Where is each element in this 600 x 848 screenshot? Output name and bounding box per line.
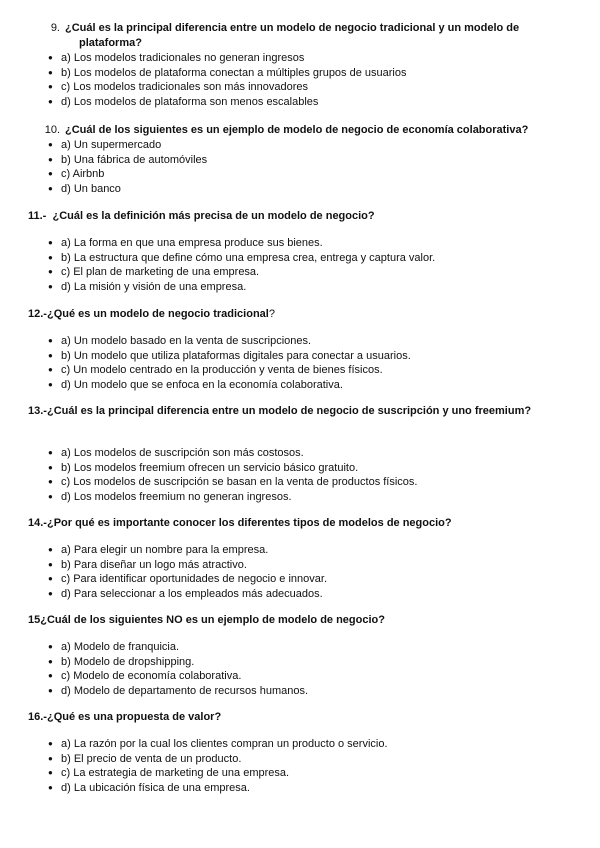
option-item: ● b) Los modelos freemium ofrecen un servicio básico gratuito. (48, 461, 359, 474)
question-14 (28, 516, 588, 601)
option-item: ● c) Modelo de economía colaborativa. (48, 670, 242, 683)
option-item: ● b) Una fábrica de automóviles (48, 153, 208, 166)
question-text: ¿Cuál es la definición más precisa de un modelo de negocio? (52, 210, 375, 222)
bullet-icon: ● (48, 448, 53, 457)
question-title (28, 21, 588, 51)
question-text: ¿Cuál es la principal diferencia entre un modelo de negocio de suscripción y uno freemium? (46, 405, 532, 417)
question-11 (28, 209, 588, 294)
option-item: ● b) El precio de venta de un producto. (48, 752, 242, 765)
bullet-icon: ● (48, 267, 53, 277)
bullet-icon: ● (48, 281, 53, 291)
option-item: ● d) Un banco (48, 182, 121, 195)
bullet-icon: ● (48, 491, 53, 501)
options-list (28, 543, 588, 601)
options-list (28, 446, 588, 504)
options-list (28, 51, 588, 109)
question-text: ¿Por qué es importante conocer los diferentes tipos de modelos de negocio? (46, 517, 452, 529)
bullet-icon: ● (48, 336, 53, 345)
question-text: ¿Cuál de los siguientes NO es un ejemplo de modelo de negocio? (40, 614, 385, 626)
option-item: ● b) La estructura que define cómo una empresa crea, entrega y captura valor. (48, 251, 436, 264)
options-list (28, 138, 588, 196)
option-item: ● c) Para identificar oportunidades de negocio e innovar. (48, 573, 328, 586)
option-item: ● a) La razón por la cual los clientes compran un producto o servicio. (48, 738, 388, 750)
bullet-icon: ● (48, 379, 53, 389)
question-number: 15 (28, 614, 41, 626)
bullet-icon: ● (48, 154, 53, 164)
option-item: ● d) La misión y visión de una empresa. (48, 280, 247, 293)
option-item: ● d) Para seleccionar a los empleados más adecuados. (48, 587, 323, 600)
question-16 (28, 710, 588, 795)
question-10 (28, 123, 588, 196)
option-item: ● d) Modelo de departamento de recursos humanos. (48, 684, 309, 697)
option-item: ● a) Para elegir un nombre para la empresa. (48, 544, 269, 556)
question-title (28, 123, 588, 138)
bullet-icon: ● (48, 140, 53, 149)
question-title (28, 710, 588, 725)
option-item: ● a) Un modelo basado en la venta de suscripciones. (48, 335, 312, 347)
bullet-icon: ● (48, 545, 53, 554)
bullet-icon: ● (48, 671, 53, 681)
question-text-continued: plataforma? (79, 37, 142, 49)
bullet-icon: ● (48, 739, 53, 748)
option-item: ● b) Los modelos de plataforma conectan a múltiples grupos de usuarios (48, 66, 407, 79)
bullet-icon: ● (48, 169, 53, 179)
question-number: 16.- (28, 711, 47, 723)
option-item: ● c) Los modelos de suscripción se basan en la venta de productos físicos. (48, 476, 418, 489)
option-item: ● c) El plan de marketing de una empresa. (48, 266, 260, 279)
bullet-icon: ● (48, 588, 53, 598)
question-number: 9. (50, 22, 60, 34)
bullet-icon: ● (48, 183, 53, 193)
options-list (28, 737, 588, 795)
question-number: 11.- (28, 210, 47, 222)
option-item: ● c) Un modelo centrado en la producción y venta de bienes físicos. (48, 364, 383, 377)
question-12 (28, 307, 588, 392)
option-item: ● c) Airbnb (48, 168, 105, 181)
question-text-tail: ? (268, 308, 275, 320)
option-item: ● d) Los modelos de plataforma son menos escalables (48, 95, 319, 108)
options-list (28, 334, 588, 392)
question-number: 12.- (28, 308, 47, 320)
bullet-icon: ● (48, 53, 53, 62)
option-item: ● d) La ubicación física de una empresa. (48, 781, 250, 794)
options-list (28, 236, 588, 294)
question-text: ¿Qué es un modelo de negocio tradicional (46, 308, 269, 320)
question-title (28, 516, 588, 531)
bullet-icon: ● (48, 685, 53, 695)
bullet-icon: ● (48, 782, 53, 792)
bullet-icon: ● (48, 642, 53, 651)
bullet-icon: ● (48, 96, 53, 106)
option-item: ● a) La forma en que una empresa produce sus bienes. (48, 237, 323, 249)
option-item: ● a) Los modelos tradicionales no generan ingresos (48, 52, 305, 64)
option-item: ● b) Modelo de dropshipping. (48, 655, 195, 668)
option-item: ● a) Modelo de franquicia. (48, 641, 180, 653)
bullet-icon: ● (48, 82, 53, 92)
question-text: ¿Cuál es la principal diferencia entre un modelo de negocio tradicional y un modelo de (65, 22, 520, 34)
bullet-icon: ● (48, 365, 53, 375)
question-number: 10. (44, 124, 60, 136)
question-text: ¿Cuál de los siguientes es un ejemplo de modelo de negocio de economía colaborativa? (65, 124, 529, 136)
bullet-icon: ● (48, 559, 53, 569)
option-item: ● c) Los modelos tradicionales son más innovadores (48, 81, 309, 94)
option-item: ● d) Los modelos freemium no generan ingresos. (48, 490, 292, 503)
question-number: 13.- (28, 405, 47, 417)
bullet-icon: ● (48, 753, 53, 763)
question-title (28, 613, 588, 628)
question-13 (28, 404, 588, 504)
option-item: ● a) Los modelos de suscripción son más costosos. (48, 447, 304, 459)
bullet-icon: ● (48, 67, 53, 77)
bullet-icon: ● (48, 656, 53, 666)
option-item: ● b) Para diseñar un logo más atractivo. (48, 558, 247, 571)
question-title (28, 404, 588, 419)
options-list (28, 640, 588, 698)
bullet-icon: ● (48, 350, 53, 360)
question-9 (28, 21, 588, 109)
option-item: ● d) Un modelo que se enfoca en la economía colaborativa. (48, 378, 343, 391)
bullet-icon: ● (48, 768, 53, 778)
question-title (28, 307, 588, 322)
bullet-icon: ● (48, 462, 53, 472)
option-item: ● c) La estrategia de marketing de una empresa. (48, 767, 290, 780)
question-number: 14.- (28, 517, 47, 529)
bullet-icon: ● (48, 252, 53, 262)
question-text: ¿Qué es una propuesta de valor? (46, 711, 222, 723)
bullet-icon: ● (48, 477, 53, 487)
bullet-icon: ● (48, 574, 53, 584)
question-15 (28, 613, 588, 698)
bullet-icon: ● (48, 238, 53, 247)
option-item: ● a) Un supermercado (48, 139, 162, 151)
option-item: ● b) Un modelo que utiliza plataformas digitales para conectar a usuarios. (48, 349, 411, 362)
question-title (28, 209, 588, 224)
